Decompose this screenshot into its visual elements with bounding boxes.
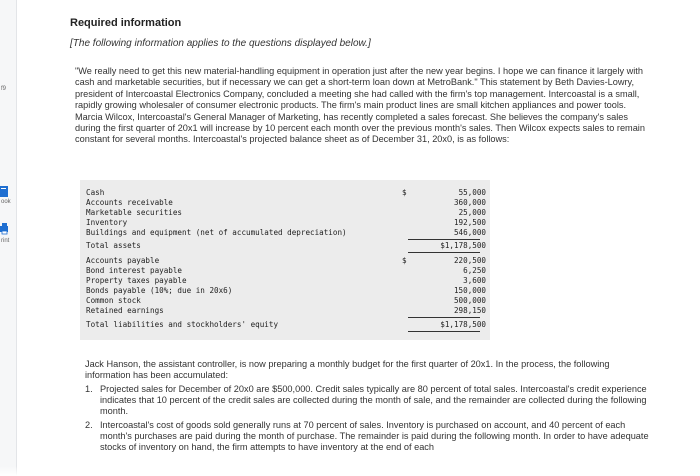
subtotal-rule	[408, 317, 480, 318]
row-label: Inventory	[86, 218, 128, 227]
row-value: 6,250	[463, 266, 486, 275]
row-label: Cash	[86, 188, 105, 197]
row-value: 360,000	[453, 198, 486, 207]
balance-sheet-row	[86, 266, 486, 276]
row-value: 3,600	[463, 276, 486, 285]
row-value: 500,000	[453, 296, 486, 305]
row-value: 220,500	[453, 256, 486, 265]
row-label: Accounts receivable	[86, 198, 173, 207]
balance-sheet-row	[86, 198, 486, 208]
row-value: $1,178,500	[440, 320, 486, 329]
case-paragraph: "We really need to get this new material-handling equipment in operation just after the new year begins. I hope we can finance it largely with cash and marketable securities, but if necessary we can get a short-term loan down at MetroBank." This statement by Beth Davies-Lowry, president of Intercoastal Electronics Company, concluded a meeting she had called with the firm's top management. Intercoastal is a small, rapidly growing wholesaler of consumer electronic products. The firm's main product lines are small kitchen appliances and power tools. Marcia Wilcox, Intercoastal's General Manager of Marketing, has recently completed a sales forecast. She believes the company's sales during the first quarter of 20x1 will increase by 10 percent each month over the previous month's sales. Then Wilcox expects sales to remain constant for several months. Intercoastal's projected balance sheet as of December 31, 20x0, is as follows:	[75, 66, 645, 145]
row-label: Bonds payable (10%; due in 20x6)	[86, 286, 233, 295]
total-rule	[408, 252, 480, 253]
bottom-fade	[0, 466, 700, 476]
print-icon[interactable]	[0, 223, 9, 235]
list-item-text: Intercoastal's cost of goods sold generally runs at 70 percent of sales. Inventory is purchased on account, and 40 percent of each month's purchases are paid during the month of purchase. The remainder is paid during the following month. In order to have adequate stocks of inventory on hand, the firm attempts to have inventory at the end of each	[100, 420, 649, 452]
row-label: Accounts payable	[86, 256, 160, 265]
balance-sheet-row	[86, 256, 486, 266]
sidebar-label-print[interactable]: rint	[1, 238, 10, 244]
balance-sheet-row	[86, 306, 486, 316]
book-icon[interactable]	[0, 186, 9, 198]
balance-sheet-row	[86, 296, 486, 306]
row-label: Total liabilities and stockholders' equity	[86, 320, 279, 329]
balance-sheet-row	[86, 218, 486, 228]
intro-note: [The following information applies to the questions displayed below.]	[70, 38, 371, 49]
followup-paragraph: Jack Hanson, the assistant controller, is now preparing a monthly budget for the first quarter of 20x1. In the process, the following information has been accumulated:	[85, 359, 610, 381]
row-label: Retained earnings	[86, 306, 164, 315]
balance-sheet-row	[86, 228, 486, 238]
sidebar-label-book[interactable]: ook	[1, 199, 11, 205]
total-rule	[408, 331, 480, 332]
balance-sheet-row	[86, 320, 486, 330]
balance-sheet-row	[86, 276, 486, 286]
balance-sheet-row	[86, 188, 486, 198]
row-value: 298,150	[453, 306, 486, 315]
row-value: $1,178,500	[440, 241, 486, 250]
row-label: Bond interest payable	[86, 266, 183, 275]
balance-sheet-panel	[80, 180, 490, 340]
list-item-text: Projected sales for December of 20x0 are $500,000. Credit sales typically are 80 percent of total sales. Intercoastal's credit experience indicates that 10 percent of the credit sales are collected during the month of sale, and the remainder are collected during the following month.	[100, 384, 647, 416]
row-label: Common stock	[86, 296, 141, 305]
row-value: 192,500	[453, 218, 486, 227]
balance-sheet-row	[86, 208, 486, 218]
sidebar-label-top: f9	[1, 86, 7, 92]
row-label: Marketable securities	[86, 208, 183, 217]
row-label: Total assets	[86, 241, 141, 250]
row-value: 150,000	[453, 286, 486, 295]
dollar-sign: $	[402, 256, 407, 265]
balance-sheet-row	[86, 286, 486, 296]
row-value: 55,000	[458, 188, 486, 197]
row-label: Buildings and equipment (net of accumulated depreciation)	[86, 228, 347, 237]
section-heading: Required information	[70, 17, 182, 29]
row-value: 25,000	[458, 208, 486, 217]
row-label: Property taxes payable	[86, 276, 187, 285]
subtotal-rule	[408, 239, 480, 240]
row-value: 546,000	[453, 228, 486, 237]
dollar-sign: $	[402, 188, 407, 197]
list-item-number: 2.	[85, 420, 93, 430]
list-item-number: 1.	[85, 384, 93, 394]
left-sidebar-strip	[0, 0, 17, 476]
balance-sheet-row	[86, 241, 486, 251]
